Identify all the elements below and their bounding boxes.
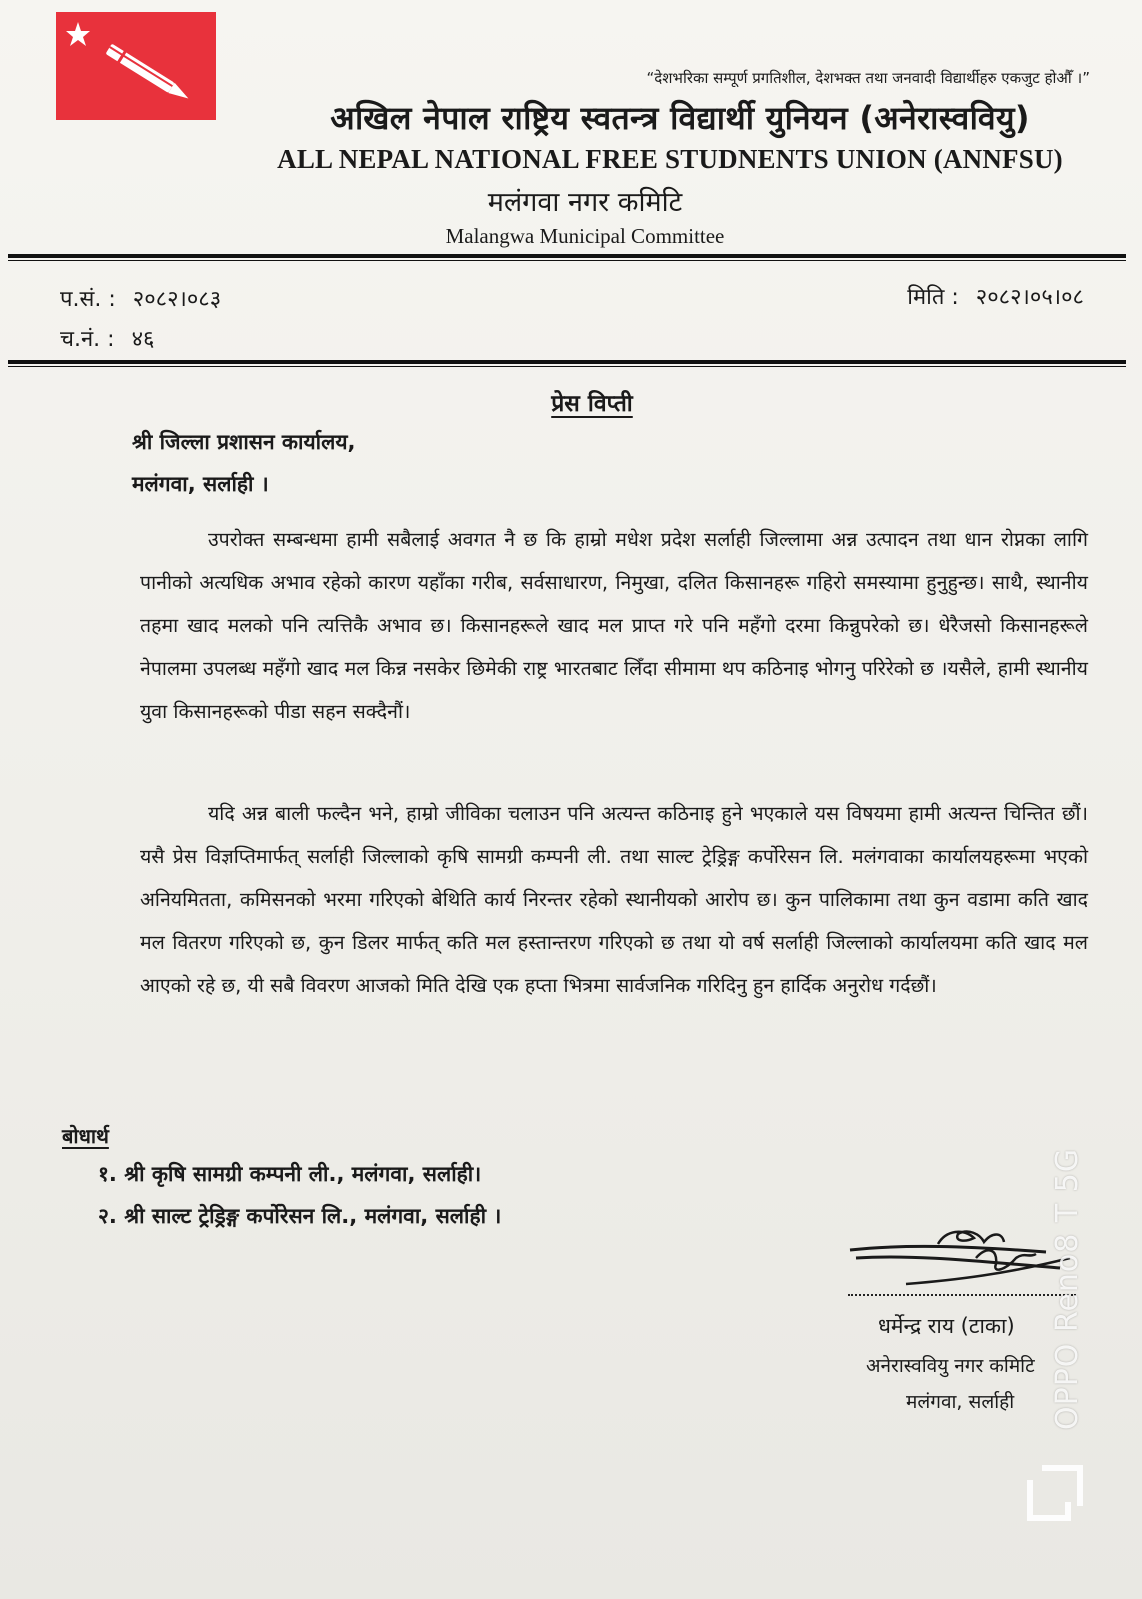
bodhartha-item: २. श्री साल्ट ट्रेड्रिङ्ग कर्पोरेसन लि., मलंगवा, सर्लाही । [98,1204,502,1228]
camera-logo-icon [1024,1462,1086,1524]
header-divider-thin [8,260,1126,261]
org-name-english: ALL NEPAL NATIONAL FREE STUDNENTS UNION (ANNFSU) [277,144,1063,174]
bodhartha-label: बोधार्थ [62,1124,109,1148]
reference-label: प.सं. : [60,287,116,312]
signatory-place: मलंगवा, सर्लाही [906,1391,1015,1413]
letter-date [907,281,1084,311]
bodhartha-item: १. श्री कृषि सामग्री कम्पनी ली., मलंगवा, सर्लाही। [98,1162,482,1186]
signatory-post: अनेरास्ववियु नगर कमिटि [866,1355,1035,1377]
date-value: २०८२।०५।०८ [975,285,1084,310]
reference-number [60,283,221,313]
dispatch-value: ४६ [131,327,155,352]
reference-value: २०८२।०८३ [132,287,222,312]
letter-heading [0,386,1142,418]
body-paragraph-2: यदि अन्न बाली फल्दैन भने, हाम्रो जीविका चलाउन पनि अत्यन्त कठिनाइ हुने भएकाले यस विषयमा हामी अत्यन्त चिन्तित छौं। यसै प्रेस विज्ञप्तिमार्फत् सर्लाही जिल्लाको कृषि सामग्री कम्पनी ली. तथा साल्ट ट्रेड्रिङ्ग कर्पोरेसन लि. मलंगवाका कार्यालयहरूमा भएको अनियमितता, कमिसनको भरमा गरिएको बेथिति कार्य निरन्तर रहेको स्थानीयको आरोप छ। कुन पालिकामा तथा कुन वडामा कति खाद मल वितरण गरिएको छ, कुन डिलर मार्फत् कति मल हस्तान्तरण गरिएको छ तथा यो वर्ष सर्लाही जिल्लाको कार्यालयमा कति खाद मल आएको रहे छ, यी सबै विवरण आजको मिति देखि एक हप्ता भित्रमा सार्वजनिक गरिदिनु हुन हार्दिक अनुरोध गर्दछौं। [140,802,1088,997]
date-label: मिति : [907,285,959,310]
letterhead-motto: “देशभरिका सम्पूर्ण प्रगतिशील, देशभक्त तथा जनवादी विद्यार्थीहरु एकजुट होऔँ ।” [646,69,1090,87]
reference-divider [8,360,1126,364]
reference-divider-thin [8,366,1126,367]
header-divider [8,254,1126,258]
org-name-nepali: अखिल नेपाल राष्ट्रिय स्वतन्त्र विद्यार्थी युनियन (अनेरास्ववियु) [330,99,1030,137]
addressee-line-1: श्री जिल्ला प्रशासन कार्यालय, [132,430,356,454]
committee-name-english: Malangwa Municipal Committee [445,224,725,248]
party-flag-icon [56,12,216,120]
handwritten-signature [846,1224,1076,1304]
dispatch-label: च.नं. : [60,327,115,352]
camera-watermark: OPPO Reno8 T 5G [1050,1147,1085,1430]
addressee-line-2: मलंगवा, सर्लाही । [132,472,269,496]
dispatch-number [60,323,154,353]
signatory-name: धर्मेन्द्र राय (टाका) [878,1314,1015,1338]
body-paragraph-1: उपरोक्त सम्बन्धमा हामी सबैलाई अवगत नै छ कि हाम्रो मधेश प्रदेश सर्लाही जिल्लामा अन्न उत्पादन तथा धान रोप्नका लागि पानीको अत्यधिक अभाव रहेको कारण यहाँका गरीब, सर्वसाधारण, निमुखा, दलित किसानहरू गहिरो समस्यामा हुनुहुन्छ। साथै, स्थानीय तहमा खाद मलको पनि त्यत्तिकै अभाव छ। किसानहरूले खाद मल प्राप्त गरे पनि महँगो दरमा किन्नुपरेको छ। धेरैजसो किसानहरूले नेपालमा उपलब्ध महँगो खाद मल किन्न नसकेर छिमेकी राष्ट्र भारतबाट लिँदा सीमामा थप कठिनाइ भोगनु परिरेको छ ।यसैले, हामी स्थानीय युवा किसानहरूको पीडा सहन सक्दैनौं। [140,528,1088,723]
letter-heading-text: प्रेस विप्ती [551,391,633,417]
signature-line [848,1294,1076,1296]
committee-name-nepali: मलंगवा नगर कमिटि [487,187,683,218]
